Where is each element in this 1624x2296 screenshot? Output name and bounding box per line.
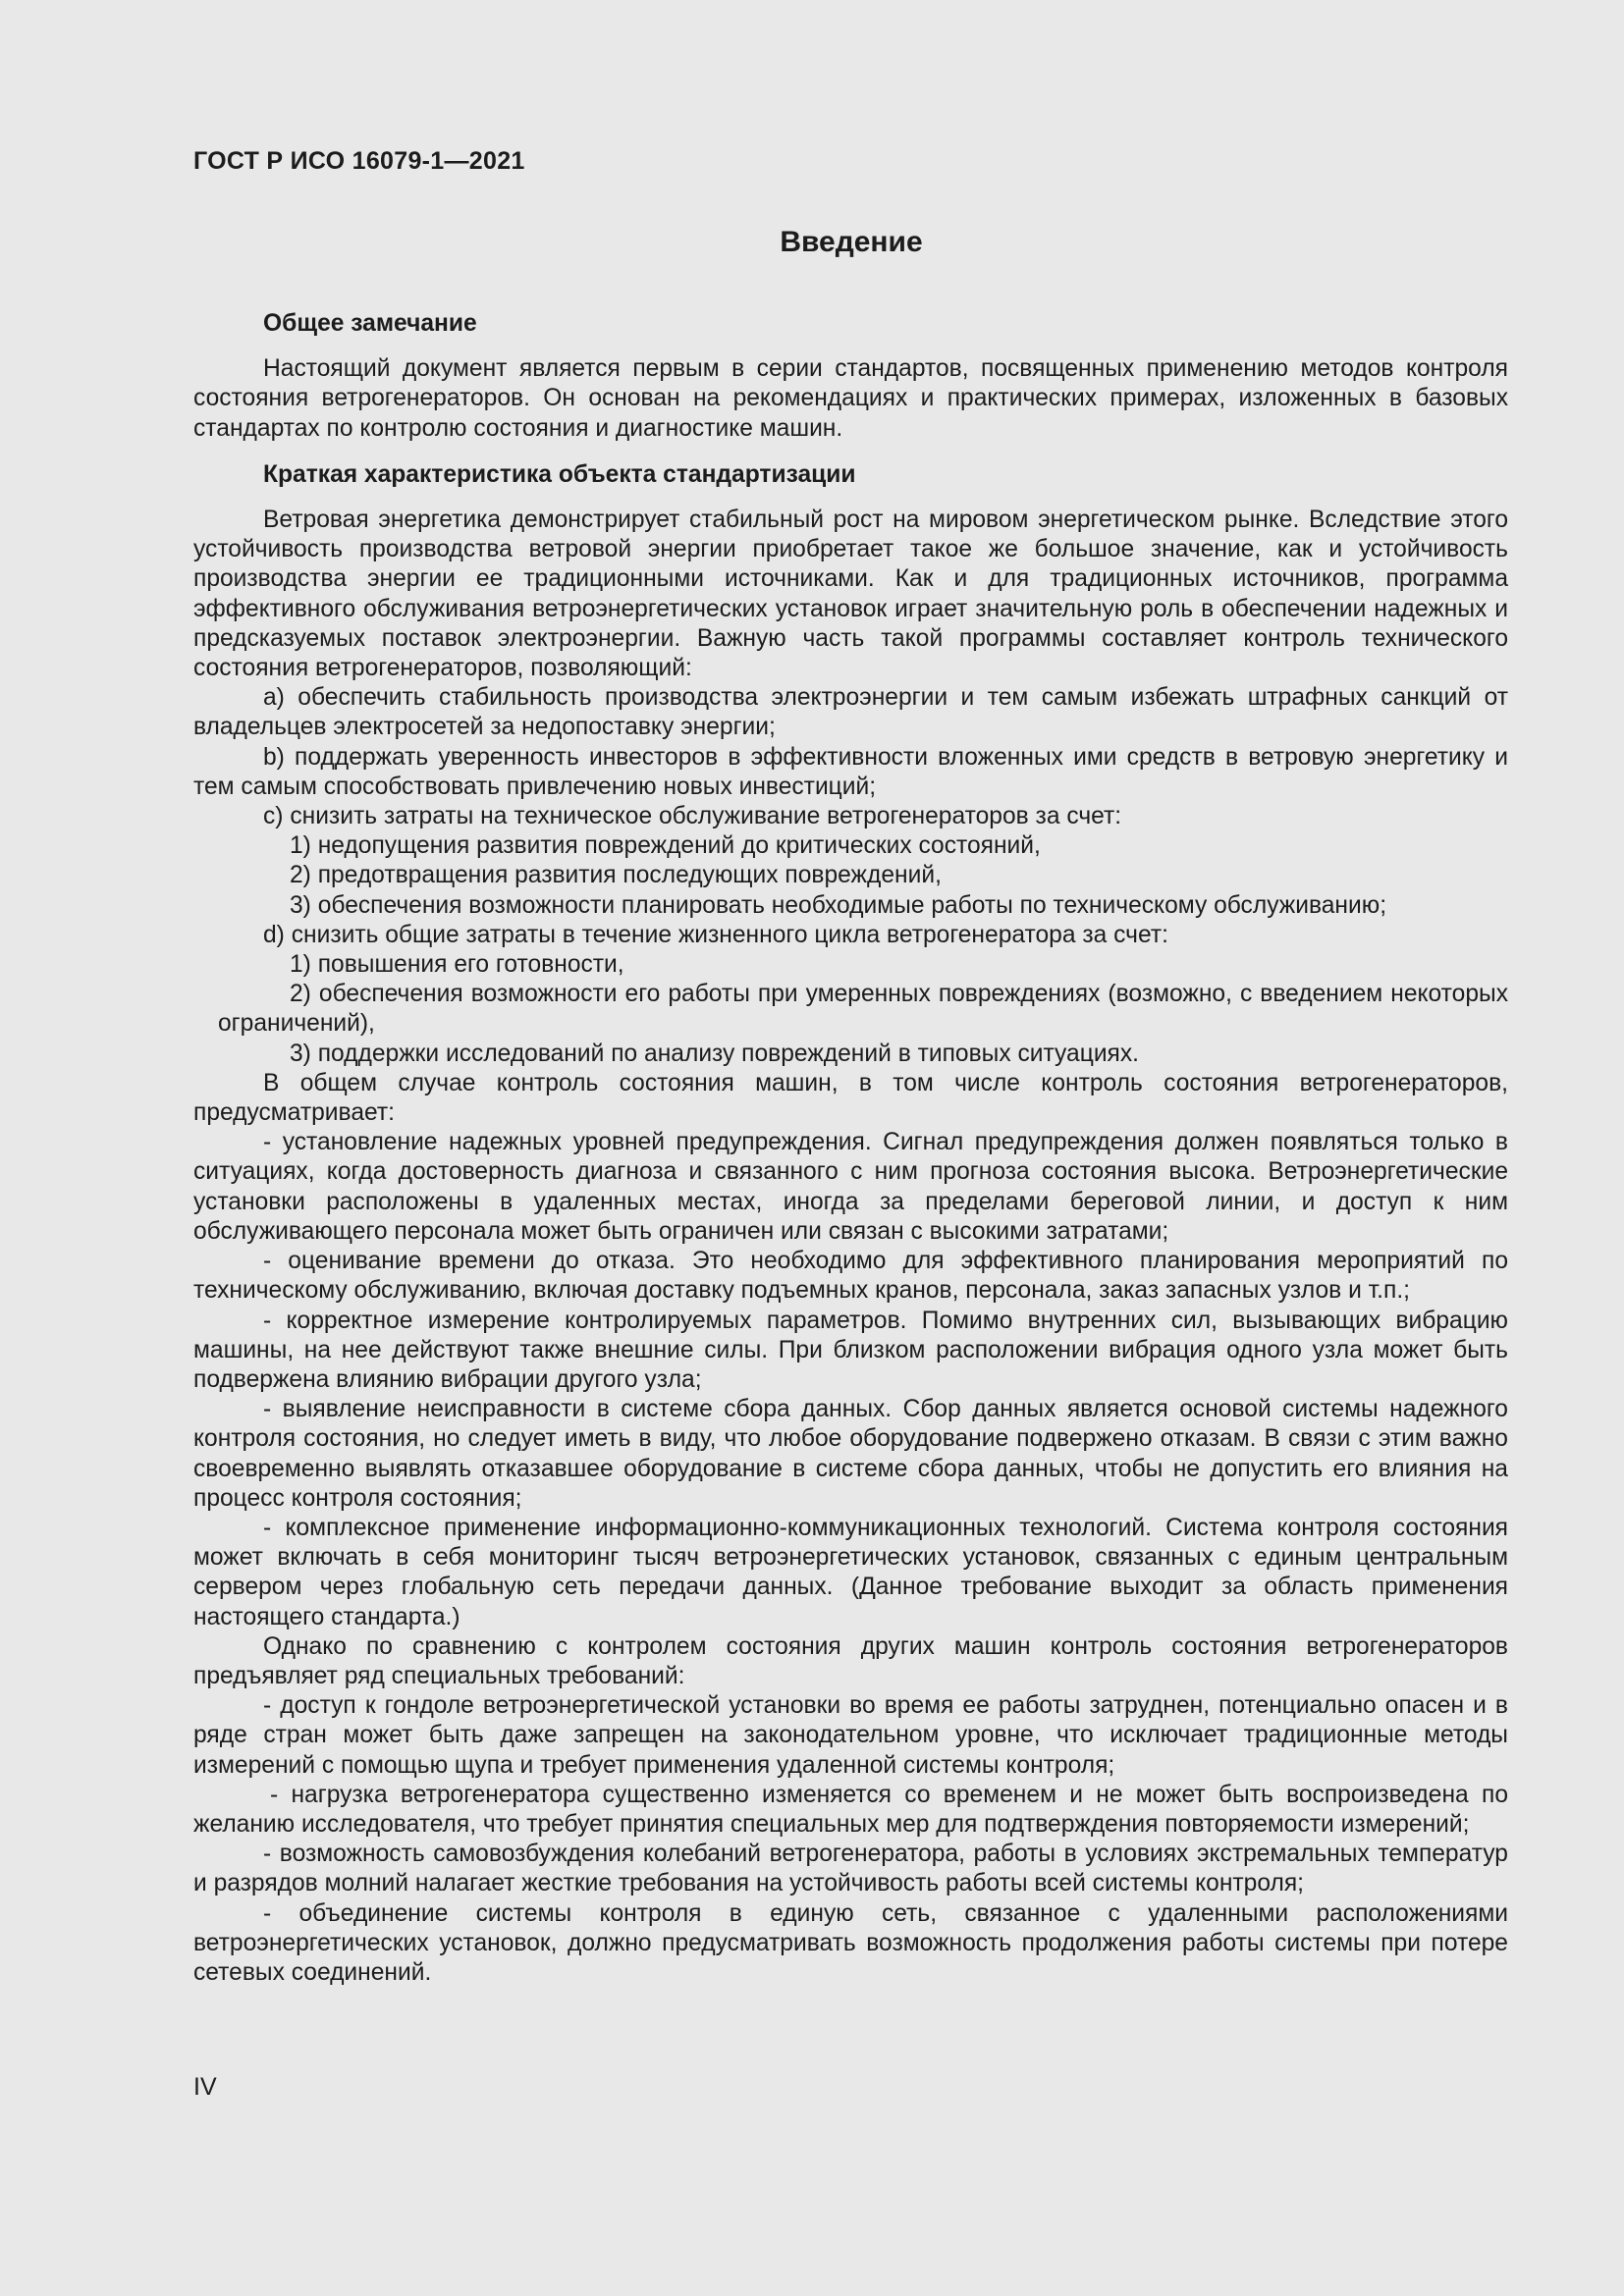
sub-list-item: 2) обеспечения возможности его работы при умеренных повреждениях (возможно, с введением некоторых ограничений), [218,981,1508,1038]
dash-item: - оценивание времени до отказа. Это необходимо для эффективного планирования мероприятий по техническому обслуживанию, включая доставку подъемных кранов, персонала, заказ запасных узлов и т.п.; [193,1248,1508,1305]
requirement-item: - нагрузка ветрогенератора существенно изменяется со временем и не может быть воспроизведена по желанию исследователя, что требует принятия специальных мер для подтверждения повторяемости измерений; [193,1781,1508,1838]
document-body [193,309,1508,1988]
paragraph: Настоящий документ является первым в серии стандартов, посвященных применению методов контроля состояния ветрогенераторов. Он основан на рекомендациях и практических примерах, изложенных в базовых стандартах по контролю состояния и диагностике машин. [193,355,1508,442]
dash-item: - установление надежных уровней предупреждения. Сигнал предупреждения должен появляться только в ситуациях, когда достоверность диагноза и связанного с ним прогноза состояния высока. Ветроэнергетические установки расположены в удаленных местах, иногда за пределами береговой линии, и доступ к ним обслуживающего персонала может быть ограничен или связан с высокими затратами; [193,1129,1508,1245]
dash-item: - выявление неисправности в системе сбора данных. Сбор данных является основой системы надежного контроля состояния, но следует иметь в виду, что любое оборудование подвержено отказам. В связи с этим важно своевременно выявлять отказавшее оборудование в системе сбора данных, чтобы не допустить его влияния на процесс контроля состояния; [193,1396,1508,1512]
page-number: IV [193,2073,217,2101]
paragraph: В общем случае контроль состояния машин, в том числе контроль состояния ветрогенераторов, предусматривает: [193,1069,1508,1127]
list-item-b: b) поддержать уверенность инвесторов в эффективности вложенных ими средств в ветровую энергетику и тем самым способствовать привлечению новых инвестиций; [193,743,1508,800]
section-heading-standardization-object: Краткая характеристика объекта стандартизации [263,460,856,488]
sub-list-item: 2) предотвращения развития последующих повреждений, [290,862,942,889]
requirement-item: - объединение системы контроля в единую сеть, связанное с удаленными расположениями ветроэнергетических установок, должно предусматривать возможность продолжения работы системы при потере сетевых соединений. [193,1899,1508,1986]
sub-list-item: 3) поддержки исследований по анализу повреждений в типовых ситуациях. [290,1040,1140,1067]
sub-list-item: 3) обеспечения возможности планировать необходимые работы по техническому обслуживанию; [290,891,1387,919]
requirement-item: - возможность самовозбуждения колебаний ветрогенератора, работы в условиях экстремальных температур и разрядов молний налагает жесткие требования на устойчивость работы всей системы контроля; [193,1841,1508,1897]
paragraph: Ветровая энергетика демонстрирует стабильный рост на мировом энергетическом рынке. Вследствие этого устойчивость производства ветровой энергии приобретает такое же большое значение, как и устойчивость производства энергии ее традиционными источниками. Как и для традиционных источников, программа эффективного обслуживания ветроэнергетических установок играет значительную роль в обеспечении надежных и предсказуемых поставок электроэнергии. Важную часть такой программы составляет контроль технического состояния ветрогенераторов, позволяющий: [193,507,1508,682]
dash-item: - комплексное применение информационно-коммуникационных технологий. Система контроля состояния может включать в себя мониторинг тысяч ветроэнергетических установок, связанных с единым центральным сервером через глобальную сеть передачи данных. (Данное требование выходит за область применения настоящего стандарта.) [193,1514,1508,1630]
sub-list-item: 1) недопущения развития повреждений до критических состояний, [290,832,1041,860]
list-item-c: c) снизить затраты на техническое обслуживание ветрогенераторов за счет: [263,803,1122,830]
dash-item: - корректное измерение контролируемых параметров. Помимо внутренних сил, вызывающих вибрацию машины, на нее действуют также внешние силы. При близком расположении вибрация одного узла может быть подвержена влиянию вибрации другого узла; [193,1307,1508,1393]
page-title: Введение [780,226,923,258]
section-heading-general-remark: Общее замечание [263,310,477,337]
paragraph: Однако по сравнению с контролем состояния других машин контроль состояния ветрогенераторов предъявляет ряд специальных требований: [193,1632,1508,1689]
requirement-item: - доступ к гондоле ветроэнергетической установки во время ее работы затруднен, потенциально опасен и в ряде стран может быть даже запрещен на законодательном уровне, что исключает традиционные методы измерений с помощью щупа и требует применения удаленной системы контроля; [193,1692,1508,1779]
standard-code-header: ГОСТ Р ИСО 16079-1—2021 [193,147,525,175]
list-item-d: d) снизить общие затраты в течение жизненного цикла ветрогенератора за счет: [263,921,1168,948]
sub-list-item: 1) повышения его готовности, [290,951,624,979]
list-item-a: a) обеспечить стабильность производства электроэнергии и тем самым избежать штрафных санкций от владельцев электросетей за недопоставку энергии; [193,684,1508,741]
